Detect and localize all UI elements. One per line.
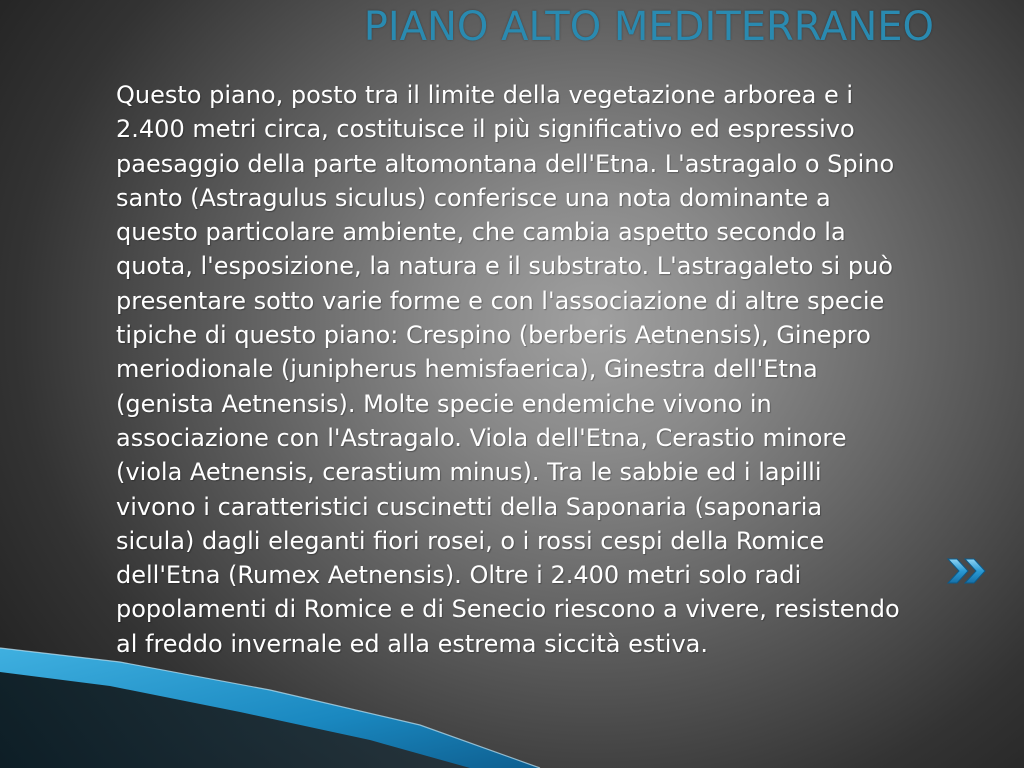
- next-slide-button[interactable]: [946, 556, 994, 586]
- slide-title: PIANO ALTO MEDITERRANEO: [363, 4, 934, 50]
- double-chevron-right-icon: [946, 556, 994, 586]
- slide-body-text: Questo piano, posto tra il limite della vegetazione arborea e i 2.400 metri circa, costituisce il più significativo ed espressivo paesaggio della parte altomontana dell'Etna. L'astragalo o Spino santo (Astragulus siculus) conferisce una nota dominante a questo particolare ambiente, che cambia aspetto secondo la quota, l'esposizione, la natura e il substrato. L'astragaleto si può presentare sotto varie forme e con l'associazione di altre specie tipiche di questo piano: Crespino (berberis Aetnensis), Ginepro meriodionale (junipherus hemisfaerica), Ginestra dell'Etna (genista Aetnensis). Molte specie endemiche vivono in associazione con l'Astragalo. Viola dell'Etna, Cerastio minore (viola Aetnensis, cerastium minus). Tra le sabbie ed i lapilli vivono i caratteristici cuscinetti della Saponaria (saponaria sicula) dagli eleganti fiori rosei, o i rossi cespi della Romice dell'Etna (Rumex Aetnensis). Oltre i 2.400 metri solo radi popolamenti di Romice e di Senecio riescono a vivere, resistendo al freddo invernale ed alla estrema siccità estiva.: [116, 81, 900, 658]
